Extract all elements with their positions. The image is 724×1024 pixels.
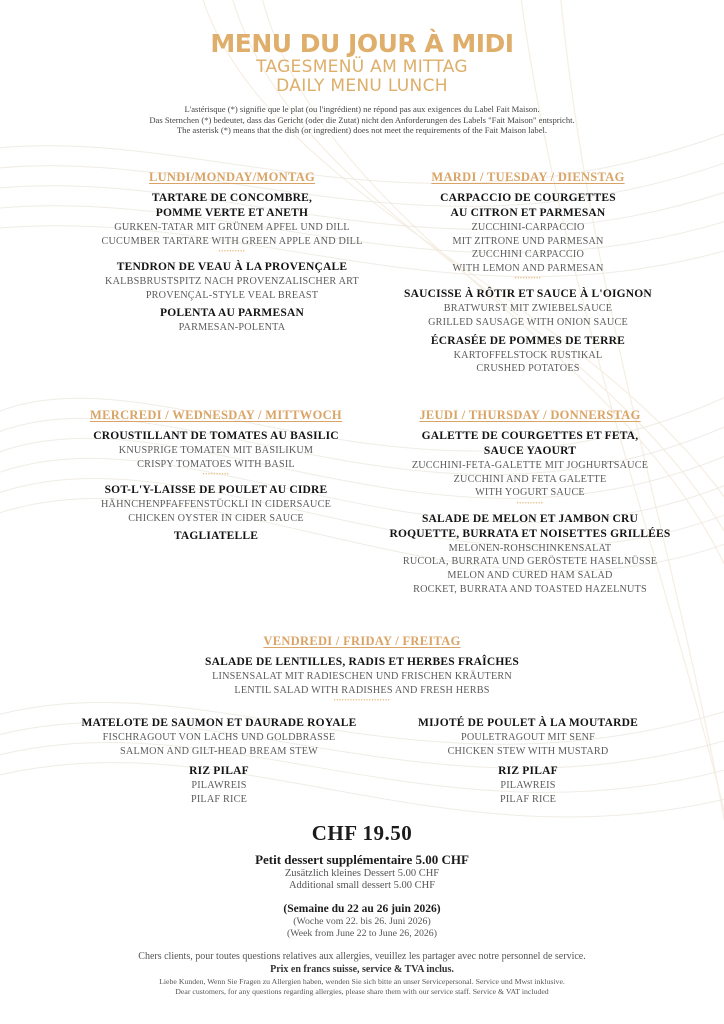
monday-section [40, 170, 424, 335]
wednesday-dish1-en: CRISPY TOMATOES WITH BASIL [137, 458, 295, 470]
wednesday-section [44, 408, 388, 544]
thursday-dish1-name: GALETTE DE COURGETTES ET FETA, [421, 430, 639, 442]
thursday-dish2-en-line2: ROCKET, BURRATA AND TOASTED HAZELNUTS [413, 583, 647, 595]
friday-section [80, 634, 644, 705]
friday-right-dish-de: POULETRAGOUT MIT SENF [460, 732, 595, 743]
tuesday-dish1-name: CARPACCIO DE COURGETTES [440, 192, 616, 204]
menu-price: CHF 19.50 [311, 821, 413, 845]
dessert-price-en: Additional small dessert 5.00 CHF [288, 880, 436, 891]
friday-starter-en: LENTIL SALAD WITH RADISHES AND FRESH HERBS [234, 684, 490, 696]
friday-right-side-en: PILAF RICE [499, 793, 557, 805]
note-french: L'astérisque (*) signifie que le plat (ou l'ingrédient) ne répond pas aux exigences du Label Fait Maison. [184, 104, 540, 114]
dish-separator: •••••••••• [218, 249, 246, 256]
thursday-dish1-name-line2: SAUCE YAOURT [483, 445, 577, 457]
friday-heading: VENDREDI / FRIDAY / FREITAG [263, 634, 461, 648]
friday-left-side-name: RIZ PILAF [189, 765, 249, 778]
tuesday-dish1-de: ZUCCHINI-CARPACCIO [471, 222, 585, 233]
monday-dish2-en: PROVENÇAL-STYLE VEAL BREAST [145, 289, 319, 301]
label-notes [0, 104, 724, 136]
wednesday-dish2-en: CHICKEN OYSTER IN CIDER SAUCE [128, 512, 304, 524]
thursday-dish1-en-line2: WITH YOGURT SAUCE [475, 487, 585, 499]
thursday-dish1-en: ZUCCHINI AND FETA GALETTE [453, 473, 607, 485]
week-dates-de: (Woche vom 22. bis 26. Juni 2026) [293, 916, 431, 927]
thursday-dish2-name-line2: ROQUETTE, BURRATA ET NOISETTES GRILLÉES [389, 527, 671, 540]
friday-left-dish-en: SALMON AND GILT-HEAD BREAM STEW [120, 745, 318, 757]
dessert-price-fr: Petit dessert supplémentaire 5.00 CHF [255, 852, 469, 867]
note-german: Das Sternchen (*) bedeutet, dass das Gericht (oder die Zutat) nicht den Anforderungen des Labels "Fait Maison" entspricht. [149, 114, 575, 125]
friday-right-dish-en: CHICKEN STEW WITH MUSTARD [447, 745, 609, 757]
thursday-dish1-de: ZUCCHINI-FETA-GALETTE MIT JOGHURTSAUCE [411, 460, 649, 471]
title-german: TAGESMENÜ AM MITTAG [256, 57, 468, 77]
week-dates-fr: (Semaine du 22 au 26 juin 2026) [283, 903, 441, 915]
tuesday-dish1-en: ZUCCHINI CARPACCIO [471, 249, 585, 261]
wednesday-dish1-name: CROUSTILLANT DE TOMATES AU BASILIC [93, 430, 339, 442]
thursday-dish2-en: MELON AND CURED HAM SALAD [447, 569, 613, 581]
price-block [0, 820, 724, 939]
monday-heading: LUNDI/MONDAY/MONTAG [148, 170, 316, 184]
tuesday-dish2-en: GRILLED SAUSAGE WITH ONION SAUCE [428, 316, 628, 328]
tuesday-dish1-name-line2: AU CITRON ET PARMESAN [450, 207, 606, 219]
friday-left-dish [44, 716, 394, 806]
thursday-section [358, 408, 702, 596]
friday-right-side-de: PILAWREIS [500, 780, 556, 792]
friday-right-side-name: RIZ PILAF [498, 765, 558, 778]
allergy-note-en: Dear customers, for any questions regarding allergies, please share them with our service staff. Service & VAT included [175, 987, 549, 996]
monday-side-name: POLENTA AU PARMESAN [160, 307, 304, 320]
monday-dish1-name: TARTARE DE CONCOMBRE, [151, 192, 313, 204]
dish-separator: ••••••••••••••••••••• [333, 698, 391, 705]
tuesday-side-en: CRUSHED POTATOES [476, 363, 580, 375]
thursday-dish2-name: SALADE DE MELON ET JAMBON CRU [421, 512, 639, 525]
footer [0, 950, 724, 997]
tuesday-dish2-name: SAUCISSE À RÔTIR ET SAUCE À L'OIGNON [404, 288, 652, 301]
friday-left-side-de: PILAWREIS [191, 780, 247, 792]
wednesday-dish1-de: KNUSPRIGE TOMATEN MIT BASILIKUM [118, 445, 314, 456]
dish-separator: •••••••••• [516, 500, 544, 507]
monday-dish1-name-line2: POMME VERTE ET ANETH [155, 207, 309, 219]
wednesday-heading: MERCREDI / WEDNESDAY / MITTWOCH [90, 408, 342, 422]
tuesday-heading: MARDI / TUESDAY / DIENSTAG [431, 170, 625, 184]
monday-dish2-de: KALBSBRUSTSPITZ NACH PROVENZALISCHER ART [105, 276, 359, 288]
tuesday-dish2-de: BRATWURST MIT ZWIEBELSAUCE [443, 303, 613, 315]
wednesday-dish2-name: SOT-L'Y-LAISSE DE POULET AU CIDRE [104, 484, 328, 497]
friday-starter-de: LINSENSALAT MIT RADIESCHEN UND FRISCHEN KRÄUTERN [212, 671, 512, 682]
tuesday-section [380, 170, 676, 376]
tuesday-dish1-en-line2: WITH LEMON AND PARMESAN [452, 262, 604, 274]
friday-right-dish-name: MIJOTÉ DE POULET À LA MOUTARDE [418, 717, 638, 729]
wednesday-dish2-de: HÄHNCHENPFAFFENSTÜCKLI IN CIDERSAUCE [100, 499, 332, 511]
monday-dish1-de: GURKEN-TATAR MIT GRÜNEM APFEL UND DILL [114, 222, 350, 233]
friday-left-dish-name: MATELOTE DE SAUMON ET DAURADE ROYALE [81, 717, 357, 729]
friday-left-side-en: PILAF RICE [190, 793, 248, 805]
dish-separator: •••••••••• [514, 276, 542, 283]
tuesday-dish1-de-line2: MIT ZITRONE UND PARMESAN [452, 235, 604, 247]
prices-note: Prix en francs suisse, service & TVA inclus. [270, 964, 454, 975]
thursday-dish2-de: MELONEN-ROHSCHINKENSALAT [448, 542, 612, 554]
monday-dish2-name: TENDRON DE VEAU À LA PROVENÇALE [116, 261, 348, 274]
wednesday-side-name: TAGLIATELLE [173, 530, 259, 543]
friday-left-dish-de: FISCHRAGOUT VON LACHS UND GOLDBRASSE [102, 732, 336, 743]
thursday-dish2-de-line2: RUCOLA, BURRATA UND GERÖSTETE HASELNÜSSE [402, 556, 658, 568]
friday-starter-name: SALADE DE LENTILLES, RADIS ET HERBES FRAÎCHES [205, 656, 519, 668]
dessert-price-de: Zusätzlich kleines Dessert 5.00 CHF [284, 868, 440, 879]
friday-right-dish [380, 716, 676, 806]
monday-dish1-en: CUCUMBER TARTARE WITH GREEN APPLE AND DILL [101, 235, 363, 247]
title-english: DAILY MENU LUNCH [276, 76, 448, 96]
note-english: The asterisk (*) means that the dish (or ingredient) does not meet the requirements of the Fait Maison label. [176, 125, 548, 135]
menu-header [0, 30, 724, 136]
allergy-note-de: Liebe Kunden, Wenn Sie Fragen zu Allergien haben, wenden Sie sich bitte an unser Servicepersonal. Service und Mwst inklusive. [159, 977, 565, 986]
tuesday-side-name: ÉCRASÉE DE POMMES DE TERRE [430, 334, 626, 347]
week-dates-en: (Week from June 22 to June 26, 2026) [287, 927, 437, 939]
tuesday-side-de: KARTOFFELSTOCK RUSTIKAL [453, 349, 603, 361]
thursday-heading: JEUDI / THURSDAY / DONNERSTAG [419, 408, 641, 422]
page-title: MENU DU JOUR À MIDI [210, 29, 514, 58]
dish-separator: •••••••••• [202, 472, 230, 479]
allergy-note-fr: Chers clients, pour toutes questions relatives aux allergies, veuillez les partager avec notre personnel de service. [138, 951, 586, 962]
monday-side-de: PARMESAN-POLENTA [178, 322, 286, 334]
